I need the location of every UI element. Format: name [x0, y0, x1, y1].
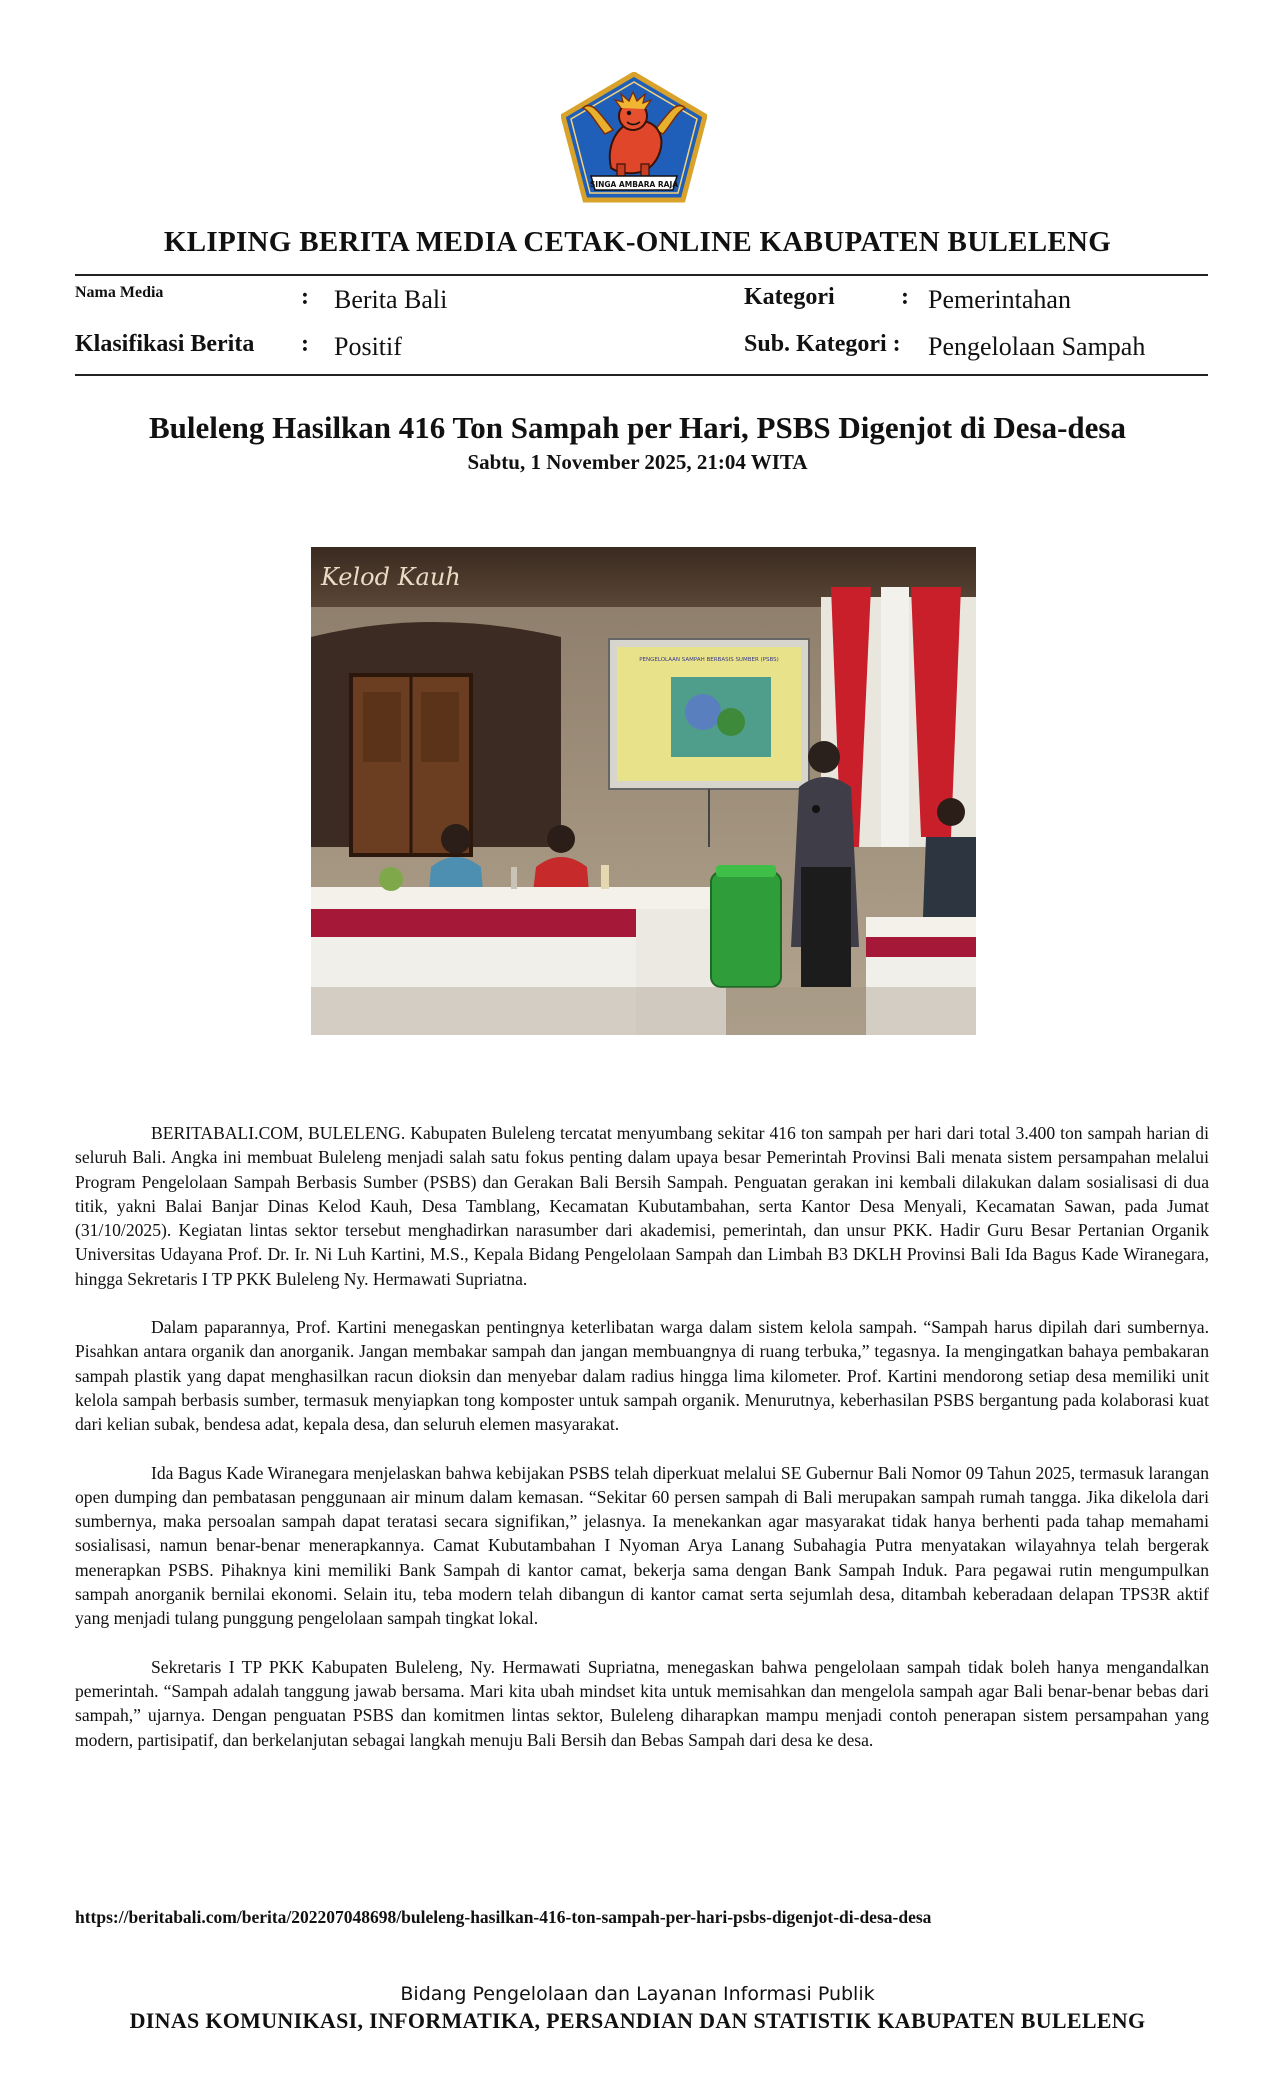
klasifikasi-value: Positif	[334, 332, 402, 361]
header-bottom-rule	[75, 374, 1208, 376]
footer-agency: DINAS KOMUNIKASI, INFORMATIKA, PERSANDIAN DAN STATISTIK KABUPATEN BULELENG	[129, 2008, 1146, 2033]
klasifikasi-colon: :	[301, 331, 309, 357]
nama-media-colon: :	[301, 284, 309, 310]
klasifikasi-label: Klasifikasi Berita	[75, 331, 255, 357]
projector-screen-text: PENGELOLAAN SAMPAH BERBASIS SUMBER (PSBS)	[639, 657, 779, 663]
article-paragraph-4: Sekretaris I TP PKK Kabupaten Buleleng, Ny. Hermawati Supriatna, menegaskan bahwa pengelolaan sampah tidak boleh hanya mengandalkan pemerintah. “Sampah adalah tanggung jawab bersama. Mari kita ubah mindset kita untuk memisahkan dan mengelola sampah agar Bali benar-benar bebas dari sampah,” ujarnya. Dengan penguatan PSBS dan komitmen lintas sektor, Buleleng diharapkan mampu menjadi contoh penerapan sistem persampahan yang modern, partisipatif, dan berkelanjutan sebagai langkah menuju Bali Bersih dan Bebas Sampah dari desa ke desa.	[75, 1656, 1209, 1750]
logo-ribbon-text: SINGA AMBARA RAJA	[589, 180, 679, 189]
article-body	[75, 1121, 1209, 1776]
article-photo	[311, 547, 976, 1035]
article-paragraph-3: Ida Bagus Kade Wiranegara menjelaskan bahwa kebijakan PSBS telah diperkuat melalui SE Gubernur Bali Nomor 09 Tahun 2025, termasuk larangan open dumping dan pembatasan penggunaan air minum dalam kemasan. “Sekitar 60 persen sampah di Bali merupakan sampah rumah tangga. Jika dikelola dari sumbernya, maka persoalan sampah dapat teratasi secara signifikan,” jelasnya. Ia menekankan agar masyarakat tidak hanya berhenti pada tahap memahami sosialisasi, namun benar-benar menerapkannya. Camat Kubutambahan I Nyoman Arya Lanang Subahagia Putra menyatakan wilayahnya telah bergerak menerapkan PSBS. Pihaknya kini memiliki Bank Sampah di kantor camat, bekerja sama dengan Bank Sampah Induk. Para pegawai rutin mengumpulkan sampah anorganik bernilai ekonomi. Selain itu, teba modern telah dibangun di kantor camat serta sejumlah desa, ditambah keberadaan delapan TPS3R aktif yang menjadi tulang punggung pengelolaan sampah tingkat lokal.	[75, 1462, 1209, 1629]
article-paragraph-1: BERITABALI.COM, BULELENG. Kabupaten Buleleng tercatat menyumbang sekitar 416 ton sampah per hari dari total 3.400 ton sampah harian di seluruh Bali. Angka ini membuat Buleleng menjadi salah satu fokus penting dalam upaya besar Pemerintah Provinsi Bali menata sistem persampahan melalui Program Pengelolaan Sampah Berbasis Sumber (PSBS) dan Gerakan Bali Bersih Sampah. Penguatan gerakan ini kembali dilakukan dalam sosialisasi di dua titik, yakni Balai Banjar Dinas Kelod Kauh, Desa Tamblang, Kecamatan Kubutambahan, serta Kantor Desa Menyali, Kecamatan Sawan, pada Jumat (31/10/2025). Kegiatan lintas sektor tersebut menghadirkan narasumber dari akademisi, pemerintah, dan unsur PKK. Hadir Guru Besar Pertanian Organik Universitas Udayana Prof. Dr. Ir. Ni Luh Kartini, M.S., Kepala Bidang Pengelolaan Sampah dan Limbah B3 DKLH Provinsi Bali Ida Bagus Kade Wiranegara, hingga Sekretaris I TP PKK Buleleng Ny. Hermawati Supriatna.	[75, 1123, 1209, 1289]
sub-kategori-value: Pengelolaan Sampah	[928, 332, 1146, 361]
nama-media-value: Berita Bali	[334, 285, 448, 314]
kategori-colon: :	[901, 284, 909, 310]
clipping-header-title: KLIPING BERITA MEDIA CETAK-ONLINE KABUPATEN BULELENG	[163, 226, 1112, 258]
kategori-label: Kategori	[744, 284, 835, 310]
nama-media-label: Nama Media	[75, 284, 164, 301]
footer-department: Bidang Pengelolaan dan Layanan Informasi Publik	[400, 1983, 875, 2005]
photo-scene	[311, 547, 976, 1035]
sub-kategori-label: Sub. Kategori :	[744, 331, 901, 357]
article-date: Sabtu, 1 November 2025, 21:04 WITA	[467, 450, 808, 474]
article-title: Buleleng Hasilkan 416 Ton Sampah per Hari, PSBS Digenjot di Desa-desa	[149, 410, 1126, 445]
source-url-link[interactable]: https://beritabali.com/berita/202207048698/buleleng-hasilkan-416-ton-sampah-per-hari-psbs-digenjot-di-desa-desa	[75, 1907, 932, 1927]
kategori-value: Pemerintahan	[928, 285, 1071, 314]
photo-banner-text: Kelod Kauh	[321, 563, 461, 591]
logo-emblem-icon	[561, 72, 707, 204]
header-top-rule	[75, 274, 1208, 276]
singa-ambara-raja-logo	[561, 72, 707, 204]
article-paragraph-2: Dalam paparannya, Prof. Kartini menegaskan pentingnya keterlibatan warga dalam sistem kelola sampah. “Sampah harus dipilah dari sumbernya. Pisahkan antara organik dan anorganik. Jangan membakar sampah dan jangan membuangnya di ruang terbuka,” tegasnya. Ia mengingatkan bahaya pembakaran sampah plastik yang dapat menghasilkan racun dioksin dan menyebar dalam radius hingga lima kilometer. Prof. Kartini mendorong setiap desa memiliki unit kelola sampah berbasis sumber, termasuk menyiapkan tong komposter untuk sampah organik. Menurutnya, keberhasilan PSBS bergantung pada kolaborasi kuat dari kelian subak, bendesa adat, kepala desa, dan seluruh elemen masyarakat.	[75, 1317, 1209, 1435]
